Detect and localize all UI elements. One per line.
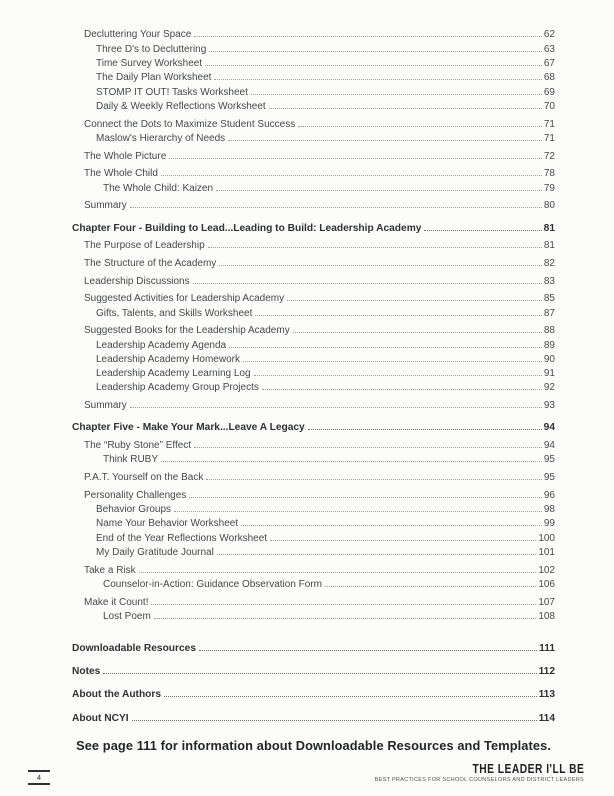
toc-entry-page: 71 [543, 118, 555, 130]
toc-entry-page: 87 [543, 307, 555, 319]
dot-leader [325, 586, 536, 587]
toc-entry-label: Time Survey Worksheet [96, 57, 203, 69]
dot-leader [251, 94, 542, 95]
toc-entry-row [72, 240, 555, 254]
toc-entry-label: P.A.T. Yourself on the Back [84, 472, 204, 484]
dot-leader [189, 497, 542, 498]
toc-entry-row [72, 101, 555, 115]
toc-entry-row [72, 611, 555, 625]
toc-chapter-row [72, 223, 555, 237]
toc-entry-page: 113 [538, 689, 555, 701]
dot-leader [308, 429, 542, 430]
toc-entry-label: The Purpose of Leadership [84, 240, 205, 252]
toc-entry-page: 101 [538, 546, 555, 558]
toc-entry-page: 70 [543, 100, 555, 112]
downloadable-resources-note: See page 111 for information about Downloadable Resources and Templates. [76, 737, 551, 753]
dot-leader [217, 554, 536, 555]
dot-leader [206, 479, 542, 480]
toc-entry-row [72, 666, 555, 680]
toc-entry-label: Leadership Discussions [84, 275, 190, 287]
toc-entry-row [72, 547, 555, 561]
dot-leader [270, 540, 536, 541]
toc-entry-page: 68 [543, 72, 555, 84]
toc-entry-page: 71 [543, 132, 555, 144]
toc-entry-label: Gifts, Talents, and Skills Worksheet [96, 307, 253, 319]
toc-entry-label: End of the Year Reflections Worksheet [96, 532, 268, 544]
dot-leader [216, 190, 542, 191]
toc-entry-label: Name Your Behavior Worksheet [96, 518, 239, 530]
toc-entry-row [72, 340, 555, 354]
toc-entry-page: 81 [543, 240, 555, 252]
dot-leader [241, 525, 542, 526]
toc-entry-row [72, 72, 555, 86]
dot-leader [229, 347, 542, 348]
dot-leader [254, 375, 542, 376]
dot-leader [219, 265, 542, 266]
toc-entry-label: Leadership Academy Learning Log [96, 368, 251, 380]
dot-leader [132, 720, 537, 721]
toc-entry-label: Think RUBY [103, 454, 159, 466]
toc-entry-row [72, 119, 555, 133]
toc-entry-label: STOMP IT OUT! Tasks Worksheet [96, 86, 248, 98]
dot-leader [194, 447, 542, 448]
toc-entry-page: 99 [543, 518, 555, 530]
toc-entry-label: Daily & Weekly Reflections Worksheet [96, 100, 266, 112]
dot-leader [293, 332, 542, 333]
page-folio [28, 770, 50, 785]
toc-entry-label: Leadership Academy Group Projects [96, 382, 259, 394]
toc-entry-row [72, 472, 555, 486]
toc-entry-label: Three D's to Decluttering [96, 43, 207, 55]
toc-entry-page: 62 [543, 29, 555, 41]
dot-leader [228, 140, 542, 141]
toc-entry-row [72, 565, 555, 579]
toc-entry-row [72, 504, 555, 518]
toc-entry-page: 102 [538, 564, 555, 576]
toc-entry-page: 67 [543, 57, 555, 69]
toc-entry-label: Decluttering Your Space [84, 29, 192, 41]
toc-entry-row [72, 713, 555, 727]
toc-entry-label: Chapter Four - Building to Lead...Leading to Build: Leadership Academy [72, 222, 422, 234]
toc-entry-label: Suggested Activities for Leadership Academy [84, 293, 285, 305]
toc-entry-page: 85 [543, 293, 555, 305]
toc-entry-row [72, 258, 555, 272]
toc-entry-label: Personality Challenges [84, 489, 187, 501]
toc-entry-label: About NCYI [72, 712, 129, 724]
toc-entry-label: Chapter Five - Make Your Mark...Leave A Legacy [72, 422, 305, 434]
toc-entry-label: Connect the Dots to Maximize Student Success [84, 118, 296, 130]
toc-entry-page: 94 [543, 422, 555, 434]
toc-entry-label: The Daily Plan Worksheet [96, 72, 212, 84]
toc-entry-row [72, 276, 555, 290]
toc-entry-label: Take a Risk [84, 564, 136, 576]
toc-entry-page: 90 [543, 353, 555, 365]
toc-entry-page: 106 [538, 578, 555, 590]
toc-entry-label: My Daily Gratitude Journal [96, 546, 214, 558]
dot-leader [199, 650, 537, 651]
toc-entry-row [72, 293, 555, 307]
toc-entry-row [72, 168, 555, 182]
brand-title: THE LEADER I'LL BE [472, 762, 584, 776]
toc-entry-page: 100 [538, 532, 555, 544]
toc-entry-label: Summary [84, 400, 127, 412]
dot-leader [130, 407, 542, 408]
toc-entry-label: Leadership Academy Homework [96, 353, 240, 365]
dot-leader [139, 572, 537, 573]
toc-entry-label: Summary [84, 200, 127, 212]
dot-leader [214, 79, 541, 80]
dot-leader [262, 389, 542, 390]
toc-entry-row [72, 490, 555, 504]
toc-entry-label: The “Ruby Stone” Effect [84, 440, 192, 452]
toc-entry-page: 72 [543, 150, 555, 162]
dot-leader [298, 126, 542, 127]
dot-leader [169, 158, 542, 159]
toc-entry-page: 82 [543, 257, 555, 269]
toc-entry-row [72, 87, 555, 101]
toc-entry-row [72, 368, 555, 382]
toc-entry-row [72, 597, 555, 611]
toc-entry-row [72, 579, 555, 593]
toc-entry-row [72, 200, 555, 214]
toc-entry-label: Notes [72, 666, 101, 678]
toc-entry-label: Counselor-in-Action: Guidance Observation Form [103, 578, 322, 590]
toc-entry-row [72, 440, 555, 454]
toc-entry-page: 93 [543, 400, 555, 412]
toc-entry-page: 96 [543, 489, 555, 501]
dot-leader [205, 65, 542, 66]
toc-entry-page: 114 [538, 712, 555, 724]
toc-entry-row [72, 400, 555, 414]
toc-entry-row [72, 533, 555, 547]
toc-entry-page: 78 [543, 168, 555, 180]
toc-entry-row [72, 133, 555, 147]
dot-leader [130, 207, 542, 208]
dot-leader [161, 461, 542, 462]
brand-subtitle: BEST PRACTICES FOR SCHOOL COUNSELORS AND DISTRICT LEADERS [374, 777, 584, 783]
toc-entry-page: 63 [543, 43, 555, 55]
toc-entry-page: 94 [543, 440, 555, 452]
dot-leader [194, 36, 542, 37]
dot-leader [103, 673, 536, 674]
toc-entry-row [72, 643, 555, 657]
toc-entry-page: 95 [543, 472, 555, 484]
dot-leader [424, 230, 541, 231]
toc-entry-row [72, 183, 555, 197]
toc-entry-page: 111 [539, 643, 555, 655]
toc-entry-page: 88 [543, 325, 555, 337]
toc-entry-page: 80 [543, 200, 555, 212]
toc-entry-row [72, 29, 555, 43]
toc-chapter-row [72, 422, 555, 436]
toc-entry-label: Lost Poem [103, 610, 151, 622]
toc-entry-label: The Whole Child [84, 168, 158, 180]
toc-entry-label: Make it Count! [84, 596, 149, 608]
toc-entry-row [72, 308, 555, 322]
toc-entry-page: 83 [543, 275, 555, 287]
book-brand-block [375, 763, 584, 784]
toc-entry-label: Leadership Academy Agenda [96, 339, 227, 351]
toc-entry-label: Behavior Groups [96, 504, 172, 516]
dot-leader [154, 618, 537, 619]
toc-entry-page: 91 [543, 368, 555, 380]
toc-entry-row [72, 382, 555, 396]
toc-entry-page: 81 [543, 222, 555, 234]
toc-entry-page: 98 [543, 504, 555, 516]
dot-leader [255, 315, 542, 316]
dot-leader [209, 51, 542, 52]
toc-entry-label: About the Authors [72, 689, 162, 701]
toc-entry-row [72, 58, 555, 72]
dot-leader [151, 604, 536, 605]
dot-leader [243, 361, 542, 362]
dot-leader [174, 511, 542, 512]
toc-entry-label: Suggested Books for the Leadership Academy [84, 325, 290, 337]
toc-entry-row [72, 44, 555, 58]
folio-page-number: 4 [36, 773, 42, 782]
toc-entry-label: The Whole Picture [84, 150, 167, 162]
toc-entry-page: 95 [543, 454, 555, 466]
toc-entry-row [72, 518, 555, 532]
toc-entry-page: 79 [543, 182, 555, 194]
dot-leader [164, 696, 537, 697]
toc-entry-row [72, 454, 555, 468]
dot-leader [269, 108, 542, 109]
toc-entry-row [72, 354, 555, 368]
toc-entry-label: Maslow's Hierarchy of Needs [96, 132, 226, 144]
toc-entry-label: The Whole Child: Kaizen [103, 182, 214, 194]
dot-leader [193, 283, 542, 284]
dot-leader [287, 300, 542, 301]
toc-entry-label: Downloadable Resources [72, 643, 196, 655]
toc-entry-page: 107 [538, 596, 555, 608]
dot-leader [161, 175, 542, 176]
toc-entry-page: 92 [543, 382, 555, 394]
toc-entry-label: The Structure of the Academy [84, 257, 217, 269]
toc-entry-page: 89 [543, 339, 555, 351]
dot-leader [208, 247, 542, 248]
toc-entry-page: 112 [538, 666, 555, 678]
toc-entry-row [72, 325, 555, 339]
toc-entry-page: 108 [538, 610, 555, 622]
folio-rule-bottom [28, 783, 50, 785]
toc-rows [72, 29, 555, 726]
toc-entry-row [72, 151, 555, 165]
table-of-contents [72, 26, 555, 753]
toc-entry-row [72, 689, 555, 703]
toc-entry-page: 69 [543, 86, 555, 98]
